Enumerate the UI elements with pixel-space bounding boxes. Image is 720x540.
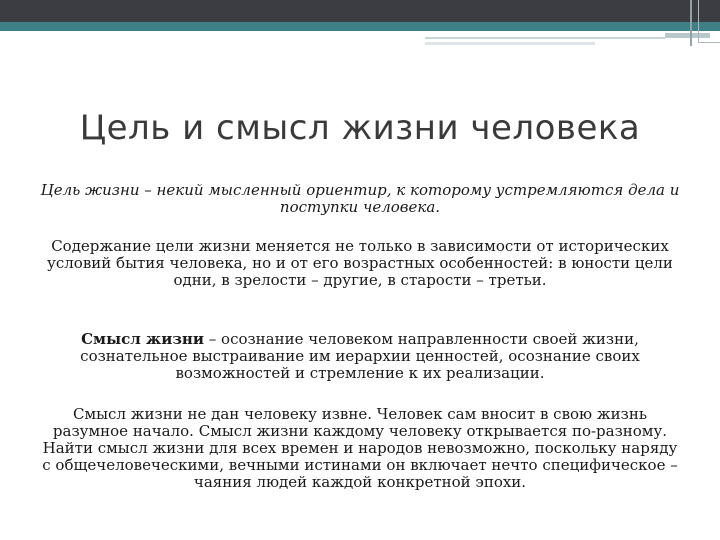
paragraph-life-meaning [40, 331, 680, 382]
header-bar-dark [0, 0, 720, 22]
header-decor-lines [425, 33, 720, 47]
header-bar-accent [0, 22, 720, 31]
slide-title: Цель и смысл жизни человека [79, 108, 641, 148]
decor-line [425, 37, 665, 39]
paragraph-goal-content: Содержание цели жизни меняется не только в зависимости от исторических условий бытия человека, но и от его возрастных особенностей: в юности цели одни, в зрелости – другие, в старости – третьи. [47, 237, 673, 289]
paragraph-life-goal: Цель жизни – некий мысленный ориентир, к которому устремляются дела и поступки человека. [40, 181, 680, 216]
corner-bracket-decor [690, 0, 720, 46]
corner-bracket-inner [698, 0, 720, 43]
decor-line [425, 42, 595, 45]
term-meaning-of-life: Смысл жизни [81, 330, 204, 348]
paragraph-life-meaning-text: – осознание человеком направленности своей жизни, сознательное выстраивание им иерархии ценностей, осознание своих возможностей и стремление к их реализации. [80, 330, 640, 382]
paragraph-meaning-origin: Смысл жизни не дан человеку извне. Человек сам вносит в свою жизнь разумное начало. Смысл жизни каждому человеку открывается по-разному. Найти смысл жизни для всех времен и народов невозможно, поскольку наряду с общечеловеческими, вечными истинами он включает нечто специфическое – чаяния людей каждой конкретной эпохи. [42, 405, 678, 491]
